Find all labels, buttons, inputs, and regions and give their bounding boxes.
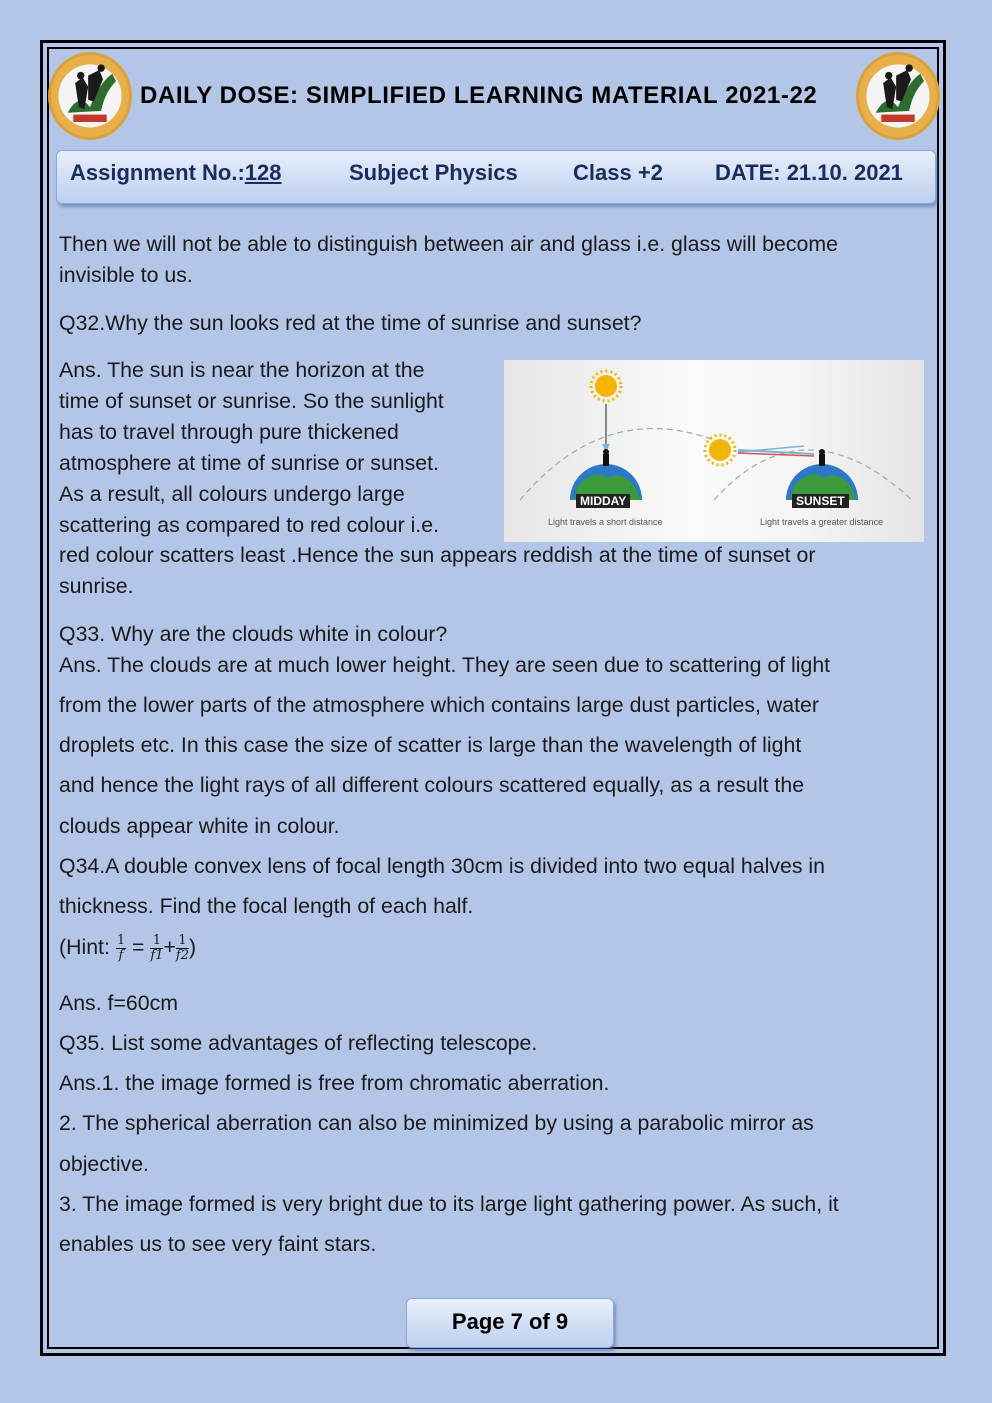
text-line: from the lower parts of the atmosphere which contains large dust particles, water: [59, 693, 819, 717]
hint-prefix: (Hint:: [59, 935, 116, 960]
fraction-denominator: f2: [175, 948, 189, 963]
text-line: objective.: [59, 1152, 149, 1176]
text-line: has to travel through pure thickened: [59, 420, 399, 444]
question-34: Q34.A double convex lens of focal length 30cm is divided into two equal halves in: [59, 854, 825, 878]
school-logo-right-icon: [856, 52, 940, 140]
text-line: As a result, all colours undergo large: [59, 482, 405, 506]
fraction-denominator: f1: [150, 948, 164, 963]
fraction-numerator: 1: [116, 933, 126, 948]
fraction-1-over-f1: [150, 934, 163, 963]
date-label: DATE: 21.10. 2021: [715, 160, 903, 185]
subject-label: Subject Physics: [349, 160, 518, 185]
text-line: sunrise.: [59, 574, 134, 598]
page-number-badge: Page 7 of 9: [406, 1298, 614, 1348]
sunset-caption: Light travels a greater distance: [760, 517, 884, 527]
class-label: Class +2: [573, 160, 663, 185]
text-line: Ans. The clouds are at much lower height. They are seen due to scattering of light: [59, 653, 831, 677]
text-line: time of sunset or sunrise. So the sunlight: [59, 389, 444, 413]
document-title: DAILY DOSE: SIMPLIFIED LEARNING MATERIAL 2021-22: [140, 82, 818, 109]
hint-equals: =: [126, 935, 151, 960]
assignment-info-bar: [56, 150, 936, 204]
text-line: thickness. Find the focal length of each half.: [59, 894, 474, 918]
text-line: 2. The spherical aberration can also be minimized by using a parabolic mirror as: [59, 1111, 814, 1135]
text-line: droplets etc. In this case the size of scatter is large than the wavelength of light: [59, 733, 802, 757]
sunrise-sunset-figure: [504, 360, 924, 542]
text-line: 3. The image formed is very bright due to its large light gathering power. As such, it: [59, 1192, 839, 1216]
fraction-numerator: 1: [150, 934, 163, 949]
midday-sun-icon: [591, 371, 621, 401]
sunset-label: SUNSET: [792, 494, 849, 508]
school-logo-left-icon: [48, 52, 132, 140]
hint-suffix: ): [189, 935, 197, 960]
question-32: Q32.Why the sun looks red at the time of sunrise and sunset?: [59, 311, 642, 335]
question-35: Q35. List some advantages of reflecting telescope.: [59, 1031, 538, 1055]
fraction-numerator: 1: [176, 934, 189, 949]
sunrise-sunset-diagram: [504, 360, 924, 542]
text-line: and hence the light rays of all different colours scattered equally, as a result the: [59, 773, 805, 797]
text-line: enables us to see very faint stars.: [59, 1232, 377, 1256]
midday-caption: Light travels a short distance: [548, 517, 663, 527]
sunset-sun-icon: [705, 435, 735, 465]
fraction-1-over-f: [116, 934, 126, 963]
text-line: atmosphere at time of sunrise or sunset.: [59, 451, 439, 475]
text-line: scattering as compared to red colour i.e.: [59, 513, 439, 537]
hint-plus: +: [163, 935, 176, 960]
sunset-earth-icon: [786, 449, 858, 500]
assignment-label: Assignment No.:: [70, 160, 245, 185]
text-line: invisible to us.: [59, 263, 193, 287]
assignment-number-value: 128: [244, 160, 282, 185]
assignment-number: [70, 160, 282, 186]
text-line: Ans. The sun is near the horizon at the: [59, 358, 425, 382]
lens-formula-hint: [59, 934, 196, 963]
fraction-denominator: f: [118, 948, 124, 963]
midday-label: MIDDAY: [576, 494, 630, 508]
text-line: Then we will not be able to distinguish between air and glass i.e. glass will become: [59, 232, 838, 256]
midday-earth-icon: [570, 449, 642, 500]
question-33: Q33. Why are the clouds white in colour?: [59, 622, 448, 646]
fraction-1-over-f2: [176, 934, 189, 963]
text-line: red colour scatters least .Hence the sun appears reddish at the time of sunset or: [59, 543, 816, 567]
answer-34: Ans. f=60cm: [59, 991, 178, 1015]
text-line: Ans.1. the image formed is free from chromatic aberration.: [59, 1071, 610, 1095]
text-line: clouds appear white in colour.: [59, 814, 340, 838]
